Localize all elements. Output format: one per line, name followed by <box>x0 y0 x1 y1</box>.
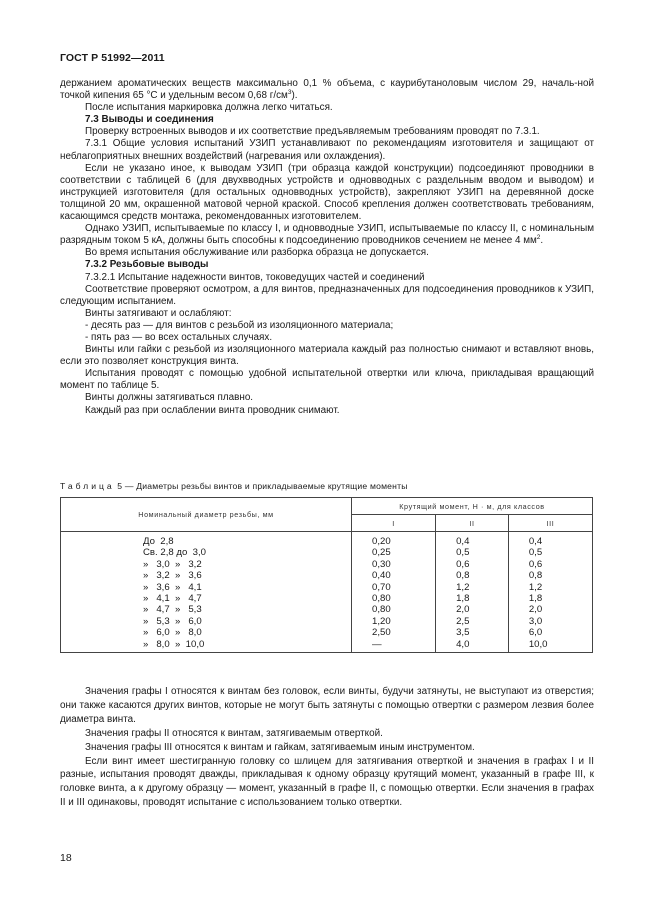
table-cell: До 2,8 <box>143 536 174 547</box>
table-cell: 0,4 <box>528 536 543 547</box>
table-cell: 0,8 <box>456 570 470 582</box>
table-cell: 0,40 <box>372 570 391 582</box>
paragraph: Проверку встроенных выводов и их соответствие предъявляемым требованиям проводят по 7.3.1. <box>85 126 540 138</box>
table-cell: » 3,6 » 4,1 <box>143 581 202 593</box>
class-1-column <box>352 532 436 653</box>
paragraph: Если винт имеет шестигранную головку со шлицем для затягивания отверткой и значения в графах I и II разные, испытания проводят дважды, прикладывая к одному образцу крутящий момент, указанный в графе III, к головке винта, а к другому образцу — момент, указанный в графе II, с помощью отвертки. Если значения в графах II и III одинаковы, проводят испытание с использованием только отвертки. <box>60 755 594 809</box>
table-cell: 1,2 <box>456 581 470 593</box>
table-cell: 2,5 <box>456 615 470 627</box>
header-diameter: Номинальный диаметр резьбы, мм <box>61 498 352 532</box>
paragraph-text: ). <box>291 90 298 102</box>
table-cell: 1,8 <box>456 592 470 604</box>
table-cell: 1,2 <box>528 581 543 593</box>
paragraph: Соответствие проверяют осмотром, а для винтов, предназначенных для подсоединения проводников к УЗИП, следующим испытанием. <box>60 283 594 307</box>
table-cell: 10,0 <box>528 638 548 650</box>
paragraph: Во время испытания обслуживание или разборка образца не допускается. <box>85 247 429 259</box>
paragraph <box>60 223 594 247</box>
main-text <box>60 78 594 417</box>
table-cell: » 3,2 » 3,6 <box>143 570 202 582</box>
table-cell: 0,5 <box>456 547 470 559</box>
class-3-column <box>508 532 592 653</box>
table-cell: 0,25 <box>372 547 391 559</box>
table-cell: » 5,3 » 6,0 <box>143 615 202 627</box>
paragraph: Винты должны затягиваться плавно. <box>85 392 254 404</box>
paragraph: Значения графы III относятся к винтам и гайкам, затягиваемым иным инструментом. <box>85 741 475 753</box>
paragraph: Винты затягивают и ослабляют: <box>85 307 232 319</box>
table-cell: 0,20 <box>372 536 391 547</box>
paragraph: 7.3.2.1 Испытание надежности винтов, токоведущих частей и соединений <box>85 271 425 283</box>
table-cell: 0,30 <box>372 558 391 570</box>
paragraph-text: Однако УЗИП, испытываемые по классу I, и одновводные УЗИП, испытываемые по классу II, с номинальным разрядным током 5 кА, должны быть способны к подсоединению проводников сечением не менее 4 мм <box>60 223 594 247</box>
table-cell: 2,0 <box>528 604 543 616</box>
table-caption-text: 5 — Диаметры резьбы винтов и прикладываемые крутящие моменты <box>114 481 408 491</box>
paragraph: Значения графы II относятся к винтам, затягиваемым отверткой. <box>85 727 383 739</box>
paragraph: Значения графы I относятся к винтам без головок, если винты, будучи затянуты, не выступают из отверстия; они также касаются других винтов, которые не могут быть затянуты с помощью отвертки с размером лезвия более диаметра винта. <box>60 686 594 725</box>
paragraph: Если не указано иное, к выводам УЗИП (три образца каждой конструкции) подсоединяют проводники в соответствии с таблицей 6 (для двухвводных устройств и одновводных с раздельным вводом и выводом) и инструкцией изготовителя (для остальных одновводных устройств), закрепляют УЗИП на деревянной доске толщиной 20 мм, окрашенной матовой черной краской. Способ крепления должен соответствовать требованиям, касающимся средств монтажа, рекомендованных изготовителем. <box>60 162 594 223</box>
paragraph-text: . <box>540 235 544 247</box>
torque-table <box>60 497 593 653</box>
paragraph: Винты или гайки с резьбой из изоляционного материала каждый раз полностью снимают и вставляют вновь, если это позволяет конструкция винта. <box>60 344 594 368</box>
paragraph: После испытания маркировка должна легко читаться. <box>85 102 333 114</box>
table-cell: » 8,0 » 10,0 <box>143 638 205 650</box>
table-cell: 3,0 <box>528 615 543 627</box>
table-cell: 0,6 <box>528 558 543 570</box>
superscript: 2 <box>536 234 541 242</box>
table-cell: » 3,0 » 3,2 <box>143 558 202 570</box>
table-cell: 3,5 <box>456 627 470 639</box>
section-heading-7-3-2: 7.3.2 Резьбовые выводы <box>85 259 209 271</box>
document-code: ГОСТ Р 51992—2011 <box>60 52 165 64</box>
section-heading-7-3: 7.3 Выводы и соединения <box>85 114 214 126</box>
table-cell: 1,8 <box>528 592 543 604</box>
table-cell: » 4,7 » 5,3 <box>143 604 202 616</box>
diameter-column <box>61 532 352 653</box>
table-caption-label: Таблица <box>60 481 115 491</box>
superscript: 3 <box>287 89 292 97</box>
class-2-column <box>436 532 509 653</box>
list-item: - десять раз — для винтов с резьбой из изоляционного материала; <box>85 319 394 331</box>
table-cell: » 4,1 » 4,7 <box>143 592 202 604</box>
paragraph: Каждый раз при ослаблении винта проводник снимают. <box>85 404 340 416</box>
table-cell: 2,0 <box>456 604 470 616</box>
table-cell: 4,0 <box>456 638 470 650</box>
table-cell: 0,5 <box>528 547 543 559</box>
table-cell: 0,4 <box>456 536 470 547</box>
header-class-1: I <box>352 515 436 532</box>
header-class-2: II <box>436 515 509 532</box>
header-torque: Крутящий момент, Н · м, для классов <box>352 498 593 515</box>
list-item: - пять раз — во всех остальных случаях. <box>85 331 273 343</box>
table-cell: — <box>372 638 382 650</box>
table-cell: 1,20 <box>372 615 391 627</box>
notes-text <box>60 685 594 810</box>
table-cell: 0,8 <box>528 570 543 582</box>
header-class-3: III <box>508 515 592 532</box>
paragraph: Испытания проводят с помощью удобной испытательной отвертки или ключа, прикладывая вращающий момент по таблице 5. <box>60 368 594 392</box>
table-cell: Св. 2,8 до 3,0 <box>143 547 206 559</box>
table-cell: 0,6 <box>456 558 470 570</box>
paragraph <box>60 78 594 102</box>
table-caption <box>60 481 408 491</box>
page-number: 18 <box>60 852 72 864</box>
table-cell: 0,80 <box>372 592 391 604</box>
table-cell: 0,70 <box>372 581 391 593</box>
paragraph: 7.3.1 Общие условия испытаний УЗИП устанавливают по рекомендациям изготовителя и защищают от неблагоприятных внешних воздействий (нагревания или охлаждения). <box>60 138 594 162</box>
table-cell: 0,80 <box>372 604 391 616</box>
paragraph-text: держанием ароматических веществ максимально 0,1 % объема, с каурибутаноловым числом 29, началь-ной точкой кипения 65 °С и удельным весом 0,68 г/см <box>60 78 594 102</box>
table-cell: » 6,0 » 8,0 <box>143 627 202 639</box>
table-cell: 2,50 <box>372 627 391 639</box>
table-cell: 6,0 <box>528 627 543 639</box>
